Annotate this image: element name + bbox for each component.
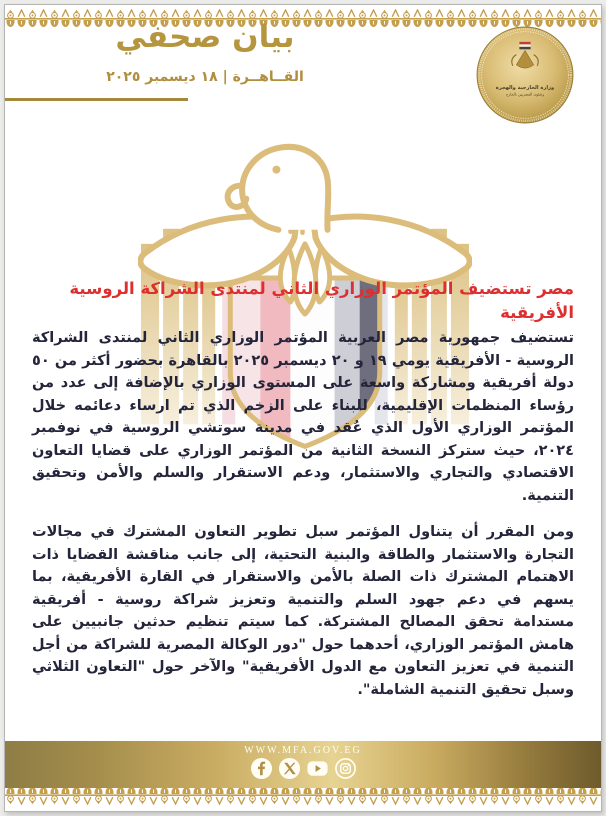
body-text — [32, 327, 574, 715]
header-rule — [5, 98, 188, 101]
youtube-icon[interactable] — [306, 757, 329, 780]
paragraph-2: ومن المقرر أن يتناول المؤتمر سبل تطوير التعاون المشترك في مجالات التجارة والاستثمار والطاقة والبنية التحتية، إلى جانب مناقشة القضايا ذات الاهتمام المشترك ذات الصلة بالأمن والاستقرار في القارة الأفريقية، بما يسهم في دعم جهود السلم والتنمية وتعزيز شراكة روسية - أفريقية مستدامة تحقق المصالح المشتركة. كما سيتم تنظيم حدثين جانبيين على هامش المؤتمر الوزاري، أحدهما حول "دور الوكالة المصرية للشراكة من أجل التنمية في تعزيز التعاون مع الدول الأفريقية" والآخر حول "التعاون الثلاثي وسبل تحقيق التنمية الشاملة". — [32, 524, 574, 698]
seal-ministry-name: وزارة الخارجية والهجرة — [495, 84, 555, 91]
instagram-icon[interactable] — [334, 757, 357, 780]
bottom-ornament-border — [5, 787, 601, 805]
ornament-pattern-icon — [5, 787, 601, 805]
dateline: القــاهــرة | ١٨ ديسمبر ٢٠٢٥ — [106, 69, 304, 85]
seal-ministry-subtitle: وشئون المصريين بالخارج — [505, 92, 545, 97]
ministry-seal-icon — [474, 24, 576, 126]
paragraph-1: تستضيف جمهورية مصر العربية المؤتمر الوزاري الثاني لمنتدى الشراكة الروسية - الأفريقية يومي ١٩ و ٢٠ ديسمبر ٢٠٢٥ بالقاهرة بحضور أكثر من ٥٠ دولة أفريقية ومشاركة واسعة على المستوى الوزاري بالإضافة إلى عدد من رؤساء المنظمات الإقليمية، للبناء على الزخم الذي تم ارساء دعائمه خلال المؤتمر الوزاري الأول الذي عُقد في مدينة سوتشي الروسية في نوفمبر ٢٠٢٤، حيث ستركز النسخة الثانية من المؤتمر الوزاري على قضايا التعاون الاقتصادي والتجاري والاستثمار، ودعم الاستقرار والسلم والأمن وتحقيق التنمية. — [32, 330, 575, 504]
website-url[interactable]: WWW.MFA.GOV.EG — [244, 745, 362, 756]
social-icons — [5, 757, 601, 780]
headline: مصر تستضيف المؤتمر الوزاري الثاني لمنتدى الشراكة الروسية الأفريقية — [69, 279, 574, 322]
footer-band — [5, 741, 601, 788]
ministry-seal — [474, 24, 576, 126]
press-statement-title: بيان صحفي — [115, 19, 295, 55]
document-page — [4, 4, 602, 812]
facebook-icon[interactable] — [250, 757, 273, 780]
x-icon[interactable] — [278, 757, 301, 780]
